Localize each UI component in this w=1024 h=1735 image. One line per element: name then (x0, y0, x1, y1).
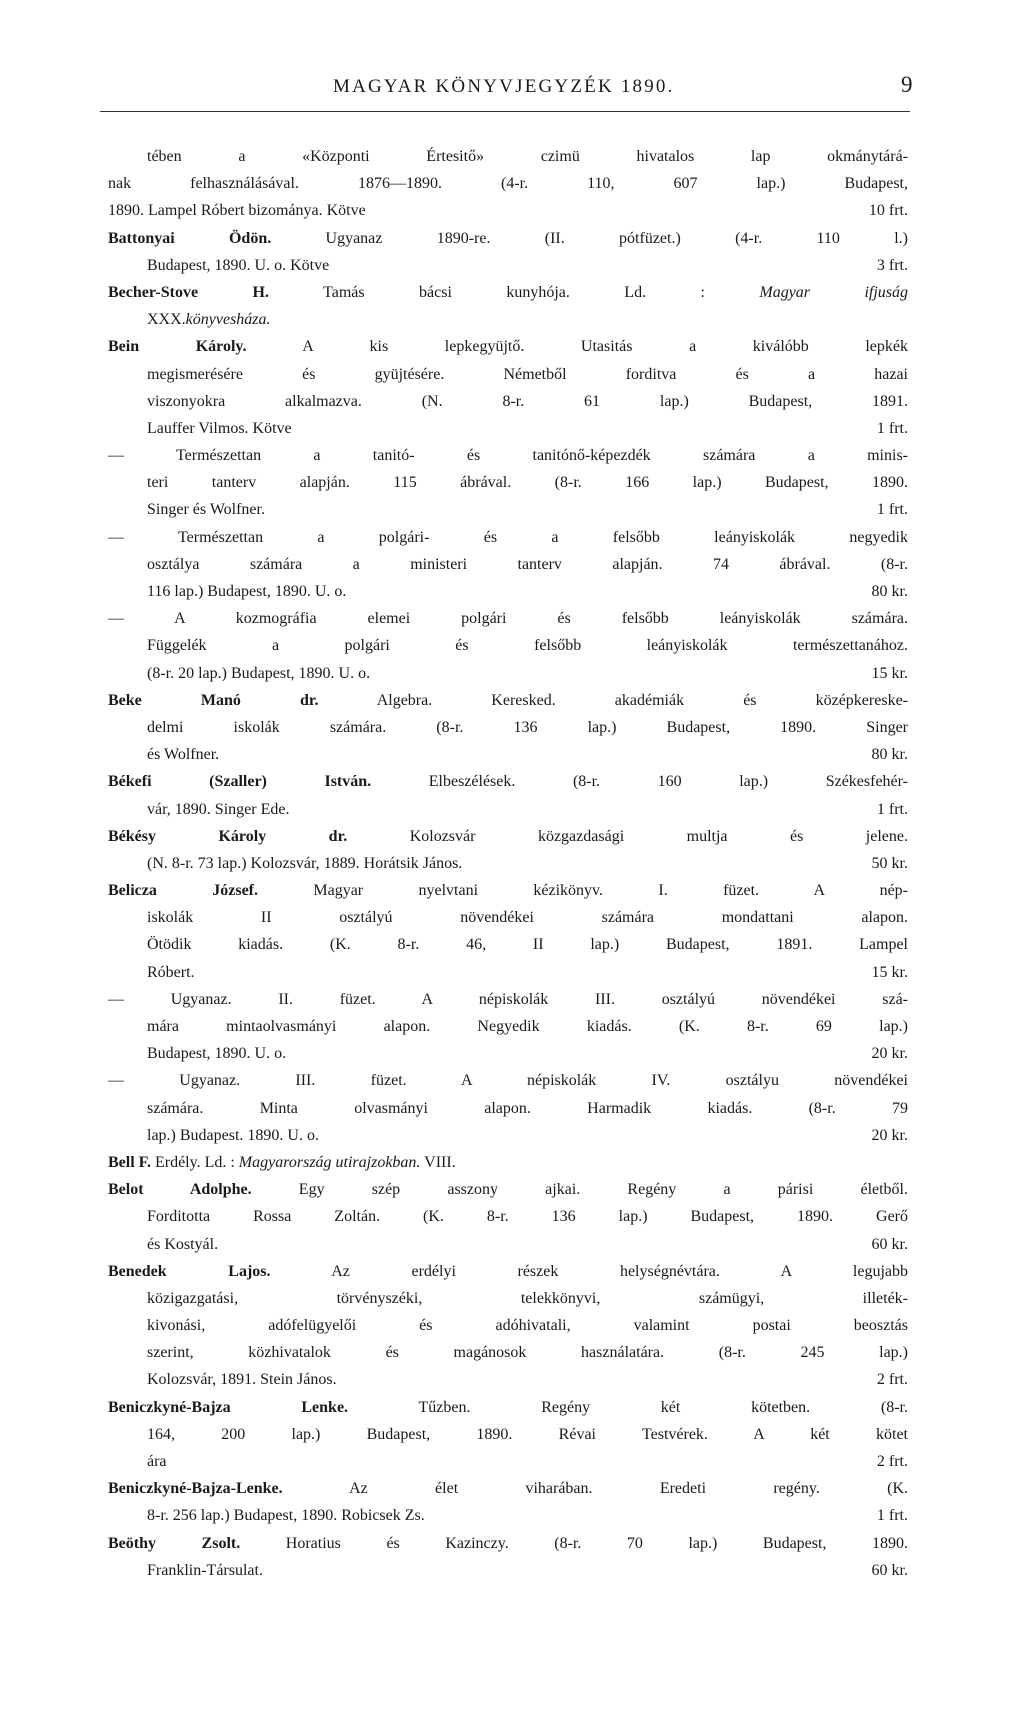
text-line (108, 1181, 908, 1208)
price: 3 frt. (876, 256, 908, 274)
author-name: Becher-Stove H. (108, 283, 269, 301)
entry-text: Budapest, 1890. U. o. Kötve (147, 256, 330, 274)
entry-text: iskolák II osztályú növendékei számára mondattani alapon. (147, 909, 908, 927)
entry-text: tében a «Központi Értesitő» czimü hivatalos lap okmánytárá- (147, 148, 908, 165)
text-line (147, 1371, 908, 1398)
entry-text: Forditotta Rossa Zoltán. (K. 8-r. 136 lap.) Budapest, 1890. Gerő (147, 1208, 908, 1226)
entry-text: Az élet viharában. Eredeti regény. (K. (282, 1480, 908, 1498)
entry-text: 1890. Lampel Róbert bizománya. Kötve (108, 202, 366, 220)
price: 80 kr. (871, 746, 908, 764)
text-line (147, 257, 908, 284)
text-line (147, 148, 908, 175)
entry-text: — Természettan a polgári- és a felsőbb leányiskolák negyedik (108, 528, 908, 546)
entry-text: és Kostyál. (147, 1235, 219, 1253)
text-line (147, 1507, 908, 1534)
entry-text: 116 lap.) Budapest, 1890. U. o. (147, 583, 347, 600)
text-line (147, 855, 908, 882)
entry-text: Erdély. Ld. : (150, 1153, 239, 1171)
text-line (147, 637, 908, 664)
entry-text: számára. Minta olvasmányi alapon. Harmadik kiadás. (8-r. 79 (147, 1099, 908, 1117)
entry-text: A kis lepkegyüjtő. Utasitás a kiválóbb lepkék (246, 338, 909, 356)
running-title: MAGYAR KÖNYVJEGYZÉK 1890. (333, 76, 675, 97)
text-line (108, 175, 908, 202)
author-name: Belicza József. (108, 882, 258, 900)
text-line (108, 882, 908, 909)
text-line (147, 474, 908, 501)
entry-text: Elbeszélések. (8-r. 160 lap.) Székesfehér- (371, 773, 908, 791)
series-title: Magyarország utirajzokban. (238, 1153, 421, 1171)
price: 10 frt. (868, 202, 908, 220)
entry-text: Az erdélyi részek helységnévtára. A legujabb (270, 1262, 908, 1280)
entry-text: Egy szép asszony ajkai. Regény a párisi életből. (251, 1181, 909, 1199)
text-line (147, 1127, 908, 1154)
entry-text: — Természettan a tanitó- és tanitónő-képezdék számára a minis- (108, 447, 908, 465)
entry-text: (N. 8-r. 73 lap.) Kolozsvár, 1889. Horátsik János. (147, 854, 463, 872)
price: 2 frt. (876, 1371, 908, 1389)
entry-text: Ötödik kiadás. (K. 8-r. 46, II lap.) Budapest, 1891. Lampel (147, 936, 908, 954)
author-name: Benedek Lajos. (108, 1262, 271, 1280)
text-line (108, 230, 908, 257)
author-name: Beke Manó dr. (108, 691, 319, 709)
entry-text: teri tanterv alapján. 115 ábrával. (8-r. 166 lap.) Budapest, 1890. (147, 474, 908, 492)
text-line (147, 1100, 908, 1127)
price: 60 kr. (871, 1561, 908, 1579)
entry-text: Algebra. Keresked. akadémiák és középkereske- (318, 691, 908, 709)
text-line (147, 1208, 908, 1235)
entry-text: Függelék a polgári és felsőbb leányiskolák természettanához. (147, 637, 908, 655)
text-line (108, 202, 908, 229)
price: 1 frt. (876, 501, 908, 519)
entry-text: XXX. (147, 311, 186, 329)
entry-text: Kolozsvár, 1891. Stein János. (147, 1371, 337, 1389)
author-name: Battonyai Ödön. (108, 229, 272, 247)
text-line (147, 393, 908, 420)
entry-text: Lauffer Vilmos. Kötve (147, 419, 292, 437)
page-number: 9 (901, 72, 913, 97)
text-line (108, 828, 908, 855)
text-line (147, 1045, 908, 1072)
text-line (147, 1453, 908, 1480)
text-line (147, 936, 908, 963)
text-line (108, 447, 908, 474)
price: 1 frt. (876, 419, 908, 437)
entry-text: 8-r. 256 lap.) Budapest, 1890. Robicsek Zs. (147, 1507, 425, 1525)
price: 1 frt. (876, 1507, 908, 1525)
text-line (147, 964, 908, 991)
text-line (147, 665, 908, 692)
price: 80 kr. (871, 583, 908, 600)
text-line (147, 311, 908, 338)
entry-text: szerint, közhivatalok és magánosok használatára. (8-r. 245 lap.) (147, 1344, 908, 1362)
text-line (147, 583, 908, 610)
text-line (147, 1236, 908, 1263)
text-line (108, 1480, 908, 1507)
entry-text: lap.) Budapest. 1890. U. o. (147, 1126, 319, 1144)
price: 20 kr. (871, 1126, 908, 1144)
text-line (147, 1290, 908, 1317)
text-line (108, 338, 908, 365)
price: 20 kr. (871, 1045, 908, 1063)
text-line (147, 801, 908, 828)
entry-text: Kolozsvár közgazdasági multja és jelene. (347, 827, 909, 845)
text-line (147, 1317, 908, 1344)
entry-text: (8-r. 20 lap.) Budapest, 1890. U. o. (147, 664, 371, 682)
text-line (108, 1154, 908, 1181)
text-line (108, 1072, 908, 1099)
author-name: Beöthy Zsolt. (108, 1534, 241, 1552)
text-line (108, 1535, 908, 1562)
text-line (147, 1426, 908, 1453)
text-line (147, 909, 908, 936)
author-name: Békefi (Szaller) István. (108, 773, 372, 791)
author-name: Békésy Károly dr. (108, 827, 348, 845)
text-line (108, 692, 908, 719)
author-name: Beniczkyné-Bajza Lenke. (108, 1398, 349, 1416)
author-name: Beniczkyné-Bajza-Lenke. (108, 1480, 283, 1498)
entry-text: viszonyokra alkalmazva. (N. 8-r. 61 lap.) Budapest, 1891. (147, 392, 908, 410)
bibliography-text (108, 148, 908, 1589)
price: 1 frt. (876, 800, 908, 818)
entry-text: Horatius és Kazinczy. (8-r. 70 lap.) Budapest, 1890. (240, 1534, 908, 1552)
author-name: Belot Adolphe. (108, 1181, 252, 1199)
price: 15 kr. (871, 963, 908, 981)
series-title: könyvesháza. (185, 311, 271, 329)
author-name: Bein Károly. (108, 338, 247, 356)
text-line (147, 556, 908, 583)
text-line (108, 284, 908, 311)
entry-text: vár, 1890. Singer Ede. (147, 800, 290, 818)
entry-text: — Ugyanaz. II. füzet. A népiskolák III. osztályú növendékei szá- (108, 990, 908, 1008)
entry-text: Ugyanaz 1890-re. (II. pótfüzet.) (4-r. 110 l.) (271, 229, 908, 247)
entry-text: 164, 200 lap.) Budapest, 1890. Révai Testvérek. A két kötet (147, 1425, 908, 1443)
entry-text: közigazgatási, törvényszéki, telekkönyvi, számügyi, illeték- (147, 1289, 908, 1307)
entry-text: — Ugyanaz. III. füzet. A népiskolák IV. osztályu növendékei (108, 1072, 908, 1090)
entry-text: ára (147, 1453, 167, 1470)
entry-text: és Wolfner. (147, 746, 220, 764)
header-rule (100, 111, 910, 112)
entry-text: Tamás bácsi kunyhója. Ld. : (268, 283, 760, 301)
text-line (147, 420, 908, 447)
text-line (147, 1018, 908, 1045)
entry-text: — A kozmográfia elemei polgári és felsőbb leányiskolák számára. (108, 610, 908, 628)
entry-text: Tűzben. Regény két kötetben. (8-r. (348, 1398, 908, 1416)
entry-text: nak felhasználásával. 1876—1890. (4-r. 110, 607 lap.) Budapest, (108, 175, 908, 193)
entry-text: Franklin-Társulat. (147, 1561, 263, 1579)
entry-text: delmi iskolák számára. (8-r. 136 lap.) Budapest, 1890. Singer (147, 718, 908, 736)
text-line (147, 1562, 908, 1589)
price: 50 kr. (871, 854, 908, 872)
text-line (108, 773, 908, 800)
entry-text: VIII. (420, 1153, 456, 1171)
price: 2 frt. (876, 1453, 908, 1470)
text-line (108, 1263, 908, 1290)
entry-text: mára mintaolvasmányi alapon. Negyedik kiadás. (K. 8-r. 69 lap.) (147, 1018, 908, 1035)
entry-text: Magyar nyelvtani kézikönyv. I. füzet. A nép- (258, 882, 908, 900)
text-line (147, 719, 908, 746)
running-header (0, 66, 1024, 106)
series-title: Magyar ifjuság (759, 283, 909, 301)
entry-text: kivonási, adófelügyelői és adóhivatali, valamint postai beosztás (147, 1317, 908, 1335)
entry-text: Budapest, 1890. U. o. (147, 1045, 287, 1063)
entry-text: Singer és Wolfner. (147, 501, 265, 519)
price: 60 kr. (871, 1235, 908, 1253)
text-line (108, 1399, 908, 1426)
price: 15 kr. (871, 664, 908, 682)
entry-text: Róbert. (147, 963, 195, 981)
text-line (147, 501, 908, 528)
text-line (108, 991, 908, 1018)
entry-text: osztálya számára a ministeri tanterv alapján. 74 ábrával. (8-r. (147, 555, 908, 573)
text-line (147, 366, 908, 393)
author-name: Bell F. (108, 1153, 151, 1171)
entry-text: megismerésére és gyüjtésére. Németből forditva és a hazai (147, 365, 908, 383)
text-line (108, 610, 908, 637)
text-line (147, 746, 908, 773)
text-line (108, 529, 908, 556)
text-line (147, 1344, 908, 1371)
